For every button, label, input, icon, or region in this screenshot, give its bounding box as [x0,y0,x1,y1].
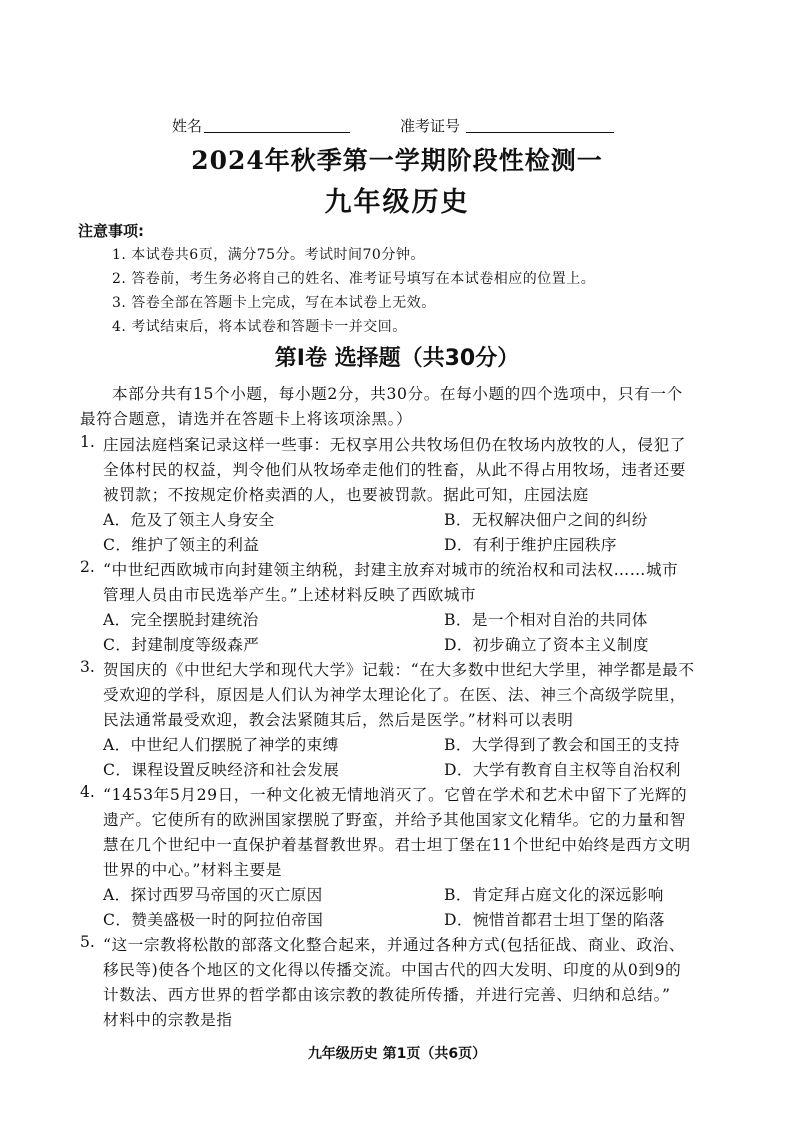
notice-item: 4. 考试结束后，将本试卷和答题卡一并交回。 [112,319,407,335]
question-text-line: 管理人员由市民选举产生。”上述材料反映了西欧城市 [103,586,477,604]
option-a: A．中世纪人们摆脱了神学的束缚 [103,736,339,754]
question-number: 4. [80,783,95,801]
question-text-line: 遗产。它使所有的欧洲国家摆脱了野蛮，并给予其他国家文化精华。它的力量和智 [103,811,686,829]
option-b: B．无权解决佃户之间的纠纷 [444,511,648,529]
question-text-line: 移民等)使各个地区的文化得以传播交流。中国古代的四大发明、印度的从0到9的 [103,961,682,979]
question-text-line: 材料中的宗教是指 [103,1011,233,1029]
question-text-line: 全体村民的权益，判令他们从牧场牵走他们的牲畜，从此不得占用牧场，违者还要 [103,461,686,479]
question-text-line: 计数法、西方世界的哲学都由该宗教的教徒所传播，并进行完善、归纳和总结。” [103,986,671,1004]
section-title: 第Ⅰ卷 选择题（共30分） [274,346,520,371]
notice-item: 2. 答卷前，考生务必将自己的姓名、准考证号填写在本试卷相应的位置上。 [112,271,596,287]
question-number: 3. [80,658,95,676]
name-label: 姓名 [172,117,203,135]
option-d: D．惋惜首都君士坦丁堡的陷落 [444,911,665,929]
question-number: 1. [80,433,95,451]
question-number: 5. [80,933,95,951]
page-footer: 九年级历史 第1页（共6页） [307,1046,487,1062]
section-intro-line: 本部分共有15个小题，每小题2分，共30分。在每小题的四个选项中，只有一个 [112,385,683,403]
option-c: C．赞美盛极一时的阿拉伯帝国 [103,911,324,929]
option-a: A．危及了领主人身安全 [103,511,275,529]
notice-item: 1. 本试卷共6页，满分75分。考试时间70分钟。 [112,247,425,263]
question-text-line: 民法通常最受欢迎，教会法紧随其后，然后是医学。”材料可以表明 [103,711,574,729]
option-c: C．封建制度等级森严 [103,636,260,654]
option-d: D．有利于维护庄园秩序 [444,536,617,554]
question-text-line: 世界的中心。”材料主要是 [103,861,282,879]
exam-subtitle: 九年级历史 [324,187,470,218]
exam-title: 2024年秋季第一学期阶段性检测一 [191,146,603,175]
candidate-info-bar [0,112,794,136]
section-intro-line: 最符合题意，请选并在答题卡上将该项涂黑。） [80,410,413,428]
notice-item: 3. 答卷全部在答题卡上完成，写在本试卷上无效。 [112,295,436,311]
question-text-line: 受欢迎的学科，原因是人们认为神学太理论化了。在医、法、神三个高级学院里， [103,686,686,704]
question-text-line: “这一宗教将松散的部落文化整合起来，并通过各种方式(包括征战、商业、政治、 [103,936,686,954]
option-d: D．大学有教育自主权等自治权利 [444,761,681,779]
question-number: 2. [80,558,95,576]
option-b: B．大学得到了教会和国王的支持 [444,736,680,754]
exam-id-label: 准考证号 [400,117,461,135]
name-blank [204,132,350,133]
option-b: B．肯定拜占庭文化的深远影响 [444,886,664,904]
option-c: C．课程设置反映经济和社会发展 [103,761,340,779]
notice-heading: 注意事项: [78,222,144,240]
option-a: A．探讨西罗马帝国的灭亡原因 [103,886,323,904]
option-d: D．初步确立了资本主义制度 [444,636,649,654]
question-text-line: 庄园法庭档案记录这样一些事：无权享用公共牧场但仍在牧场内放牧的人，侵犯了 [103,436,686,454]
question-text-line: “中世纪西欧城市向封建领主纳税，封建主放弃对城市的统治权和司法权……城市 [103,561,679,579]
question-text-line: 慧在几个世纪中一直保护着基督教世界。君士坦丁堡在11个世纪中始终是西方文明 [103,836,691,854]
option-a: A．完全摆脱封建统治 [103,611,259,629]
exam-id-blank [466,132,614,133]
question-text-line: 被罚款；不按规定价格卖酒的人，也要被罚款。据此可知，庄园法庭 [103,486,589,504]
option-c: C．维护了领主的利益 [103,536,260,554]
question-text-line: 贺国庆的《中世纪大学和现代大学》记载：“在大多数中世纪大学里，神学都是最不 [103,661,695,679]
option-b: B．是一个相对自治的共同体 [444,611,648,629]
question-text-line: “1453年5月29日，一种文化被无情地消灭了。它曾在学术和艺术中留下了光辉的 [103,786,688,804]
